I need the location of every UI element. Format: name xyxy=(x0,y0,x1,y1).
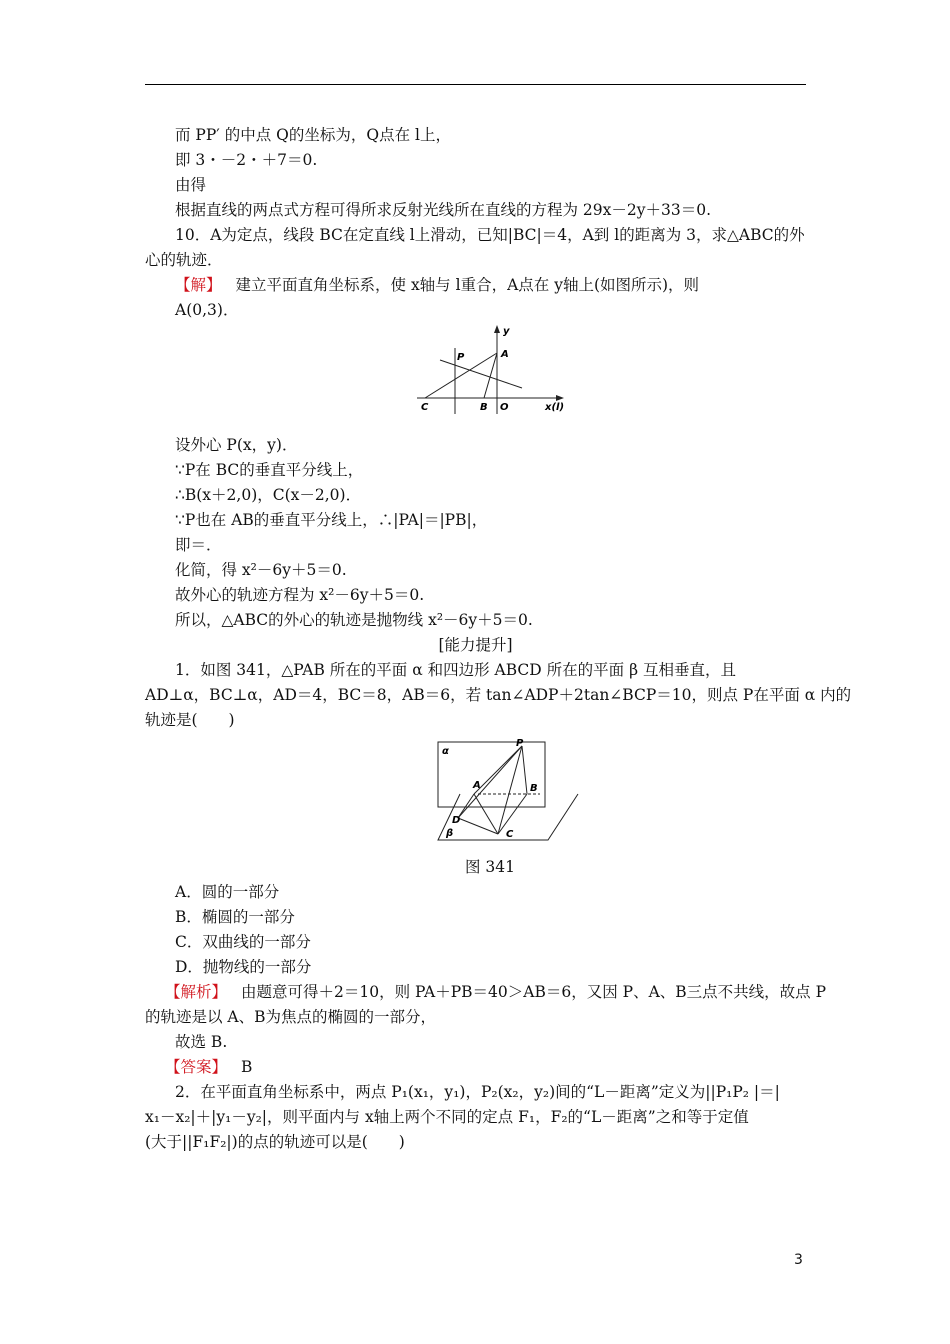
solution-text: 建立平面直角坐标系，使 x轴与 l重合，A点在 y轴上(如图所示)，则 xyxy=(235,276,700,294)
text-line: 故外心的轨迹方程为 x²－6y＋5＝0. xyxy=(175,586,425,604)
label-A: A xyxy=(473,780,481,791)
text-line: 心的轨迹． xyxy=(145,251,223,269)
coordinate-figure xyxy=(412,322,572,422)
text-line: 即＝． xyxy=(175,536,222,554)
text-line: 即 3・－2・＋7＝0. xyxy=(175,151,318,169)
label-x-axis: x(l) xyxy=(545,402,565,413)
text-line: A(0,3)． xyxy=(175,301,239,319)
text-line: 轨迹是( ) xyxy=(145,711,235,729)
label-B: B xyxy=(530,783,538,794)
text-line: ∵P也在 AB的垂直平分线上，∴|PA|＝|PB|， xyxy=(175,511,488,529)
problem-10: 10．A为定点，线段 BC在定直线 l上滑动，已知|BC|＝4，A到 l的距离为 3，求△ABC的外 xyxy=(175,226,805,244)
solution-tag: 【解】 xyxy=(175,276,222,294)
problem-1: 1．如图 341，△PAB 所在的平面 α 和四边形 ABCD 所在的平面 β 互相垂直，且 xyxy=(175,661,736,679)
option-d: D．抛物线的一部分 xyxy=(175,958,312,976)
label-P: P xyxy=(516,738,524,749)
header-rule xyxy=(145,84,806,85)
text-line: 而 PP′ 的中点 Q的坐标为，Q点在 l上， xyxy=(175,126,451,144)
text-line: ∵P在 BC的垂直平分线上， xyxy=(175,461,364,479)
text-line: 由得 xyxy=(175,176,207,194)
label-C: C xyxy=(506,829,514,840)
problem-2: 2．在平面直角坐标系中，两点 P₁(x₁，y₁)，P₂(x₂，y₂)间的“L－距离”定义为||P₁P₂ |＝| xyxy=(175,1083,780,1101)
text-line: AD⊥α，BC⊥α，AD＝4，BC＝8，AB＝6，若 tan∠ADP＋2tan∠BCP＝10，则点 P在平面 α 内的 xyxy=(145,686,852,704)
label-beta: β xyxy=(446,828,454,839)
text-line: ∴B(x＋2,0)，C(x－2,0)． xyxy=(175,486,362,504)
solid-geometry-figure xyxy=(430,738,590,848)
label-y: y xyxy=(503,326,510,337)
text-line: 根据直线的两点式方程可得所求反射光线所在直线的方程为 29x－2y＋33＝0. xyxy=(175,201,712,219)
label-alpha: α xyxy=(442,746,449,757)
option-a: A．圆的一部分 xyxy=(175,883,280,901)
text-line: 设外心 P(x，y)． xyxy=(175,436,298,454)
text-line: 的轨迹是以 A、B为焦点的椭圆的一部分， xyxy=(145,1008,437,1026)
text-line: x₁－x₂|＋|y₁－y₂|，则平面内与 x轴上两个不同的定点 F₁，F₂的“L－距离”之和等于定值 xyxy=(145,1108,749,1126)
text-line: 化简，得 x²－6y＋5＝0. xyxy=(175,561,347,579)
text-line: (大于||F₁F₂|)的点的轨迹可以是( ) xyxy=(145,1133,405,1151)
figure-caption: 图 341 xyxy=(464,858,515,876)
answer-text: B xyxy=(241,1058,253,1076)
label-D: D xyxy=(452,815,461,826)
page-number: 3 xyxy=(794,1252,803,1268)
option-c: C．双曲线的一部分 xyxy=(175,933,311,951)
label-C: C xyxy=(421,402,429,413)
answer-tag: 【答案】 xyxy=(165,1058,228,1076)
analysis-line xyxy=(165,982,826,1002)
solution-line xyxy=(175,275,699,295)
answer-line xyxy=(165,1057,252,1077)
section-heading: [能力提升] xyxy=(438,636,513,654)
label-A: A xyxy=(501,349,509,360)
option-b: B．椭圆的一部分 xyxy=(175,908,295,926)
text-line: 所以，△ABC的外心的轨迹是抛物线 x²－6y＋5＝0. xyxy=(175,611,533,629)
analysis-tag: 【解析】 xyxy=(165,983,228,1001)
label-P: P xyxy=(457,352,465,363)
text-line: 故选 B. xyxy=(175,1033,228,1051)
label-B: B xyxy=(480,402,488,413)
label-O: O xyxy=(500,402,509,413)
analysis-text: 由题意可得＋2＝10，则 PA＋PB＝40＞AB＝6，又因 P、A、B三点不共线，故点 P xyxy=(241,983,827,1001)
